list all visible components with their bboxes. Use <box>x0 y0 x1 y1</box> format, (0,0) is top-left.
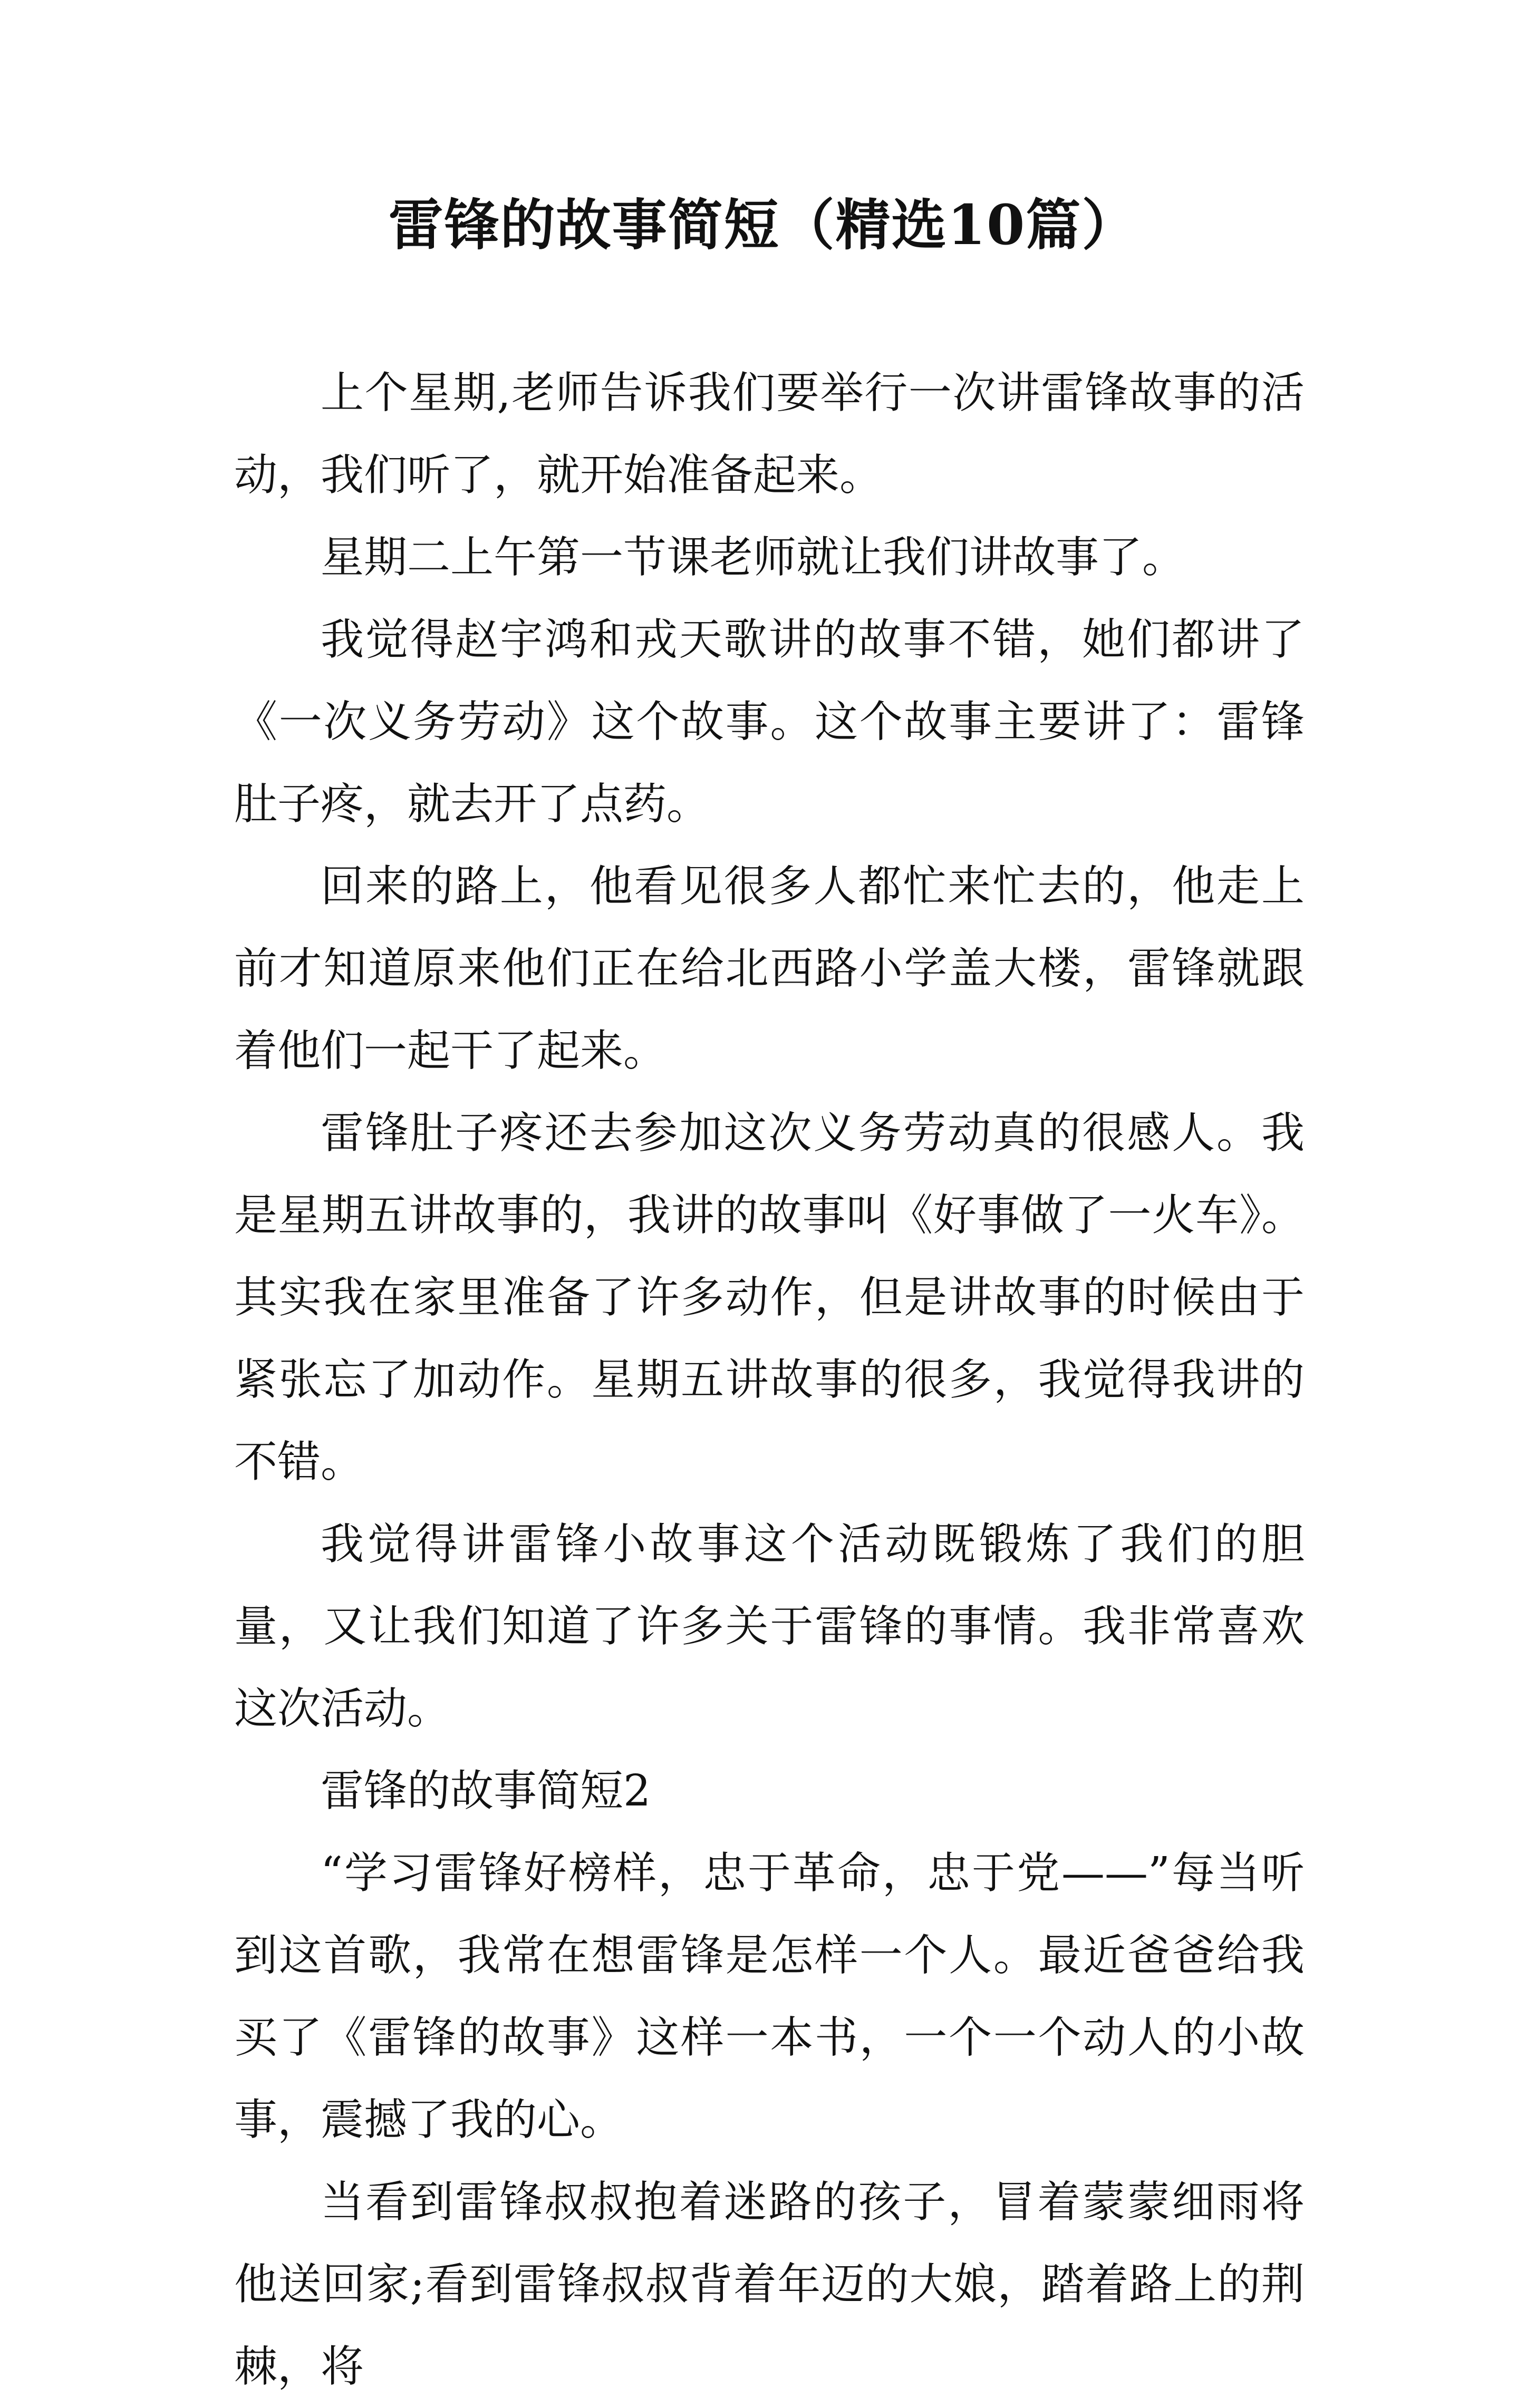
paragraph: 雷锋肚子疼还去参加这次义务劳动真的很感人。我是星期五讲故事的，我讲的故事叫《好事做了一火车》。其实我在家里准备了许多动作，但是讲故事的时候由于紧张忘了加动作。星期五讲故事的很多，我觉得我讲的不错。 <box>234 1108 1305 1487</box>
paragraph: 我觉得赵宇鸿和戎天歌讲的故事不错，她们都讲了《一次义务劳动》这个故事。这个故事主要讲了：雷锋肚子疼，就去开了点药。 <box>234 615 1305 829</box>
paragraph: 上个星期,老师告诉我们要举行一次讲雷锋故事的活动，我们听了，就开始准备起来。 <box>234 368 1305 500</box>
paragraph: 回来的路上，他看见很多人都忙来忙去的，他走上前才知道原来他们正在给北西路小学盖大楼，雷锋就跟着他们一起干了起来。 <box>234 861 1305 1076</box>
paragraph: “学习雷锋好榜样，忠于革命，忠于党——”每当听到这首歌，我常在想雷锋是怎样一个人。最近爸爸给我买了《雷锋的故事》这样一本书，一个一个动人的小故事，震撼了我的心。 <box>234 1848 1305 2145</box>
section-heading: 雷锋的故事简短2 <box>321 1766 651 1816</box>
paragraph: 星期二上午第一节课老师就让我们讲故事了。 <box>321 532 1186 582</box>
paragraph: 我觉得讲雷锋小故事这个活动既锻炼了我们的胆量，又让我们知道了许多关于雷锋的事情。我非常喜欢这次活动。 <box>234 1519 1305 1734</box>
document-body <box>234 352 1305 2408</box>
paragraph: 当看到雷锋叔叔抱着迷路的孩子，冒着蒙蒙细雨将他送回家;看到雷锋叔叔背着年迈的大娘，踏着路上的荆棘，将 <box>234 2177 1305 2392</box>
document-title: 雷锋的故事简短（精选10篇） <box>388 192 1138 257</box>
